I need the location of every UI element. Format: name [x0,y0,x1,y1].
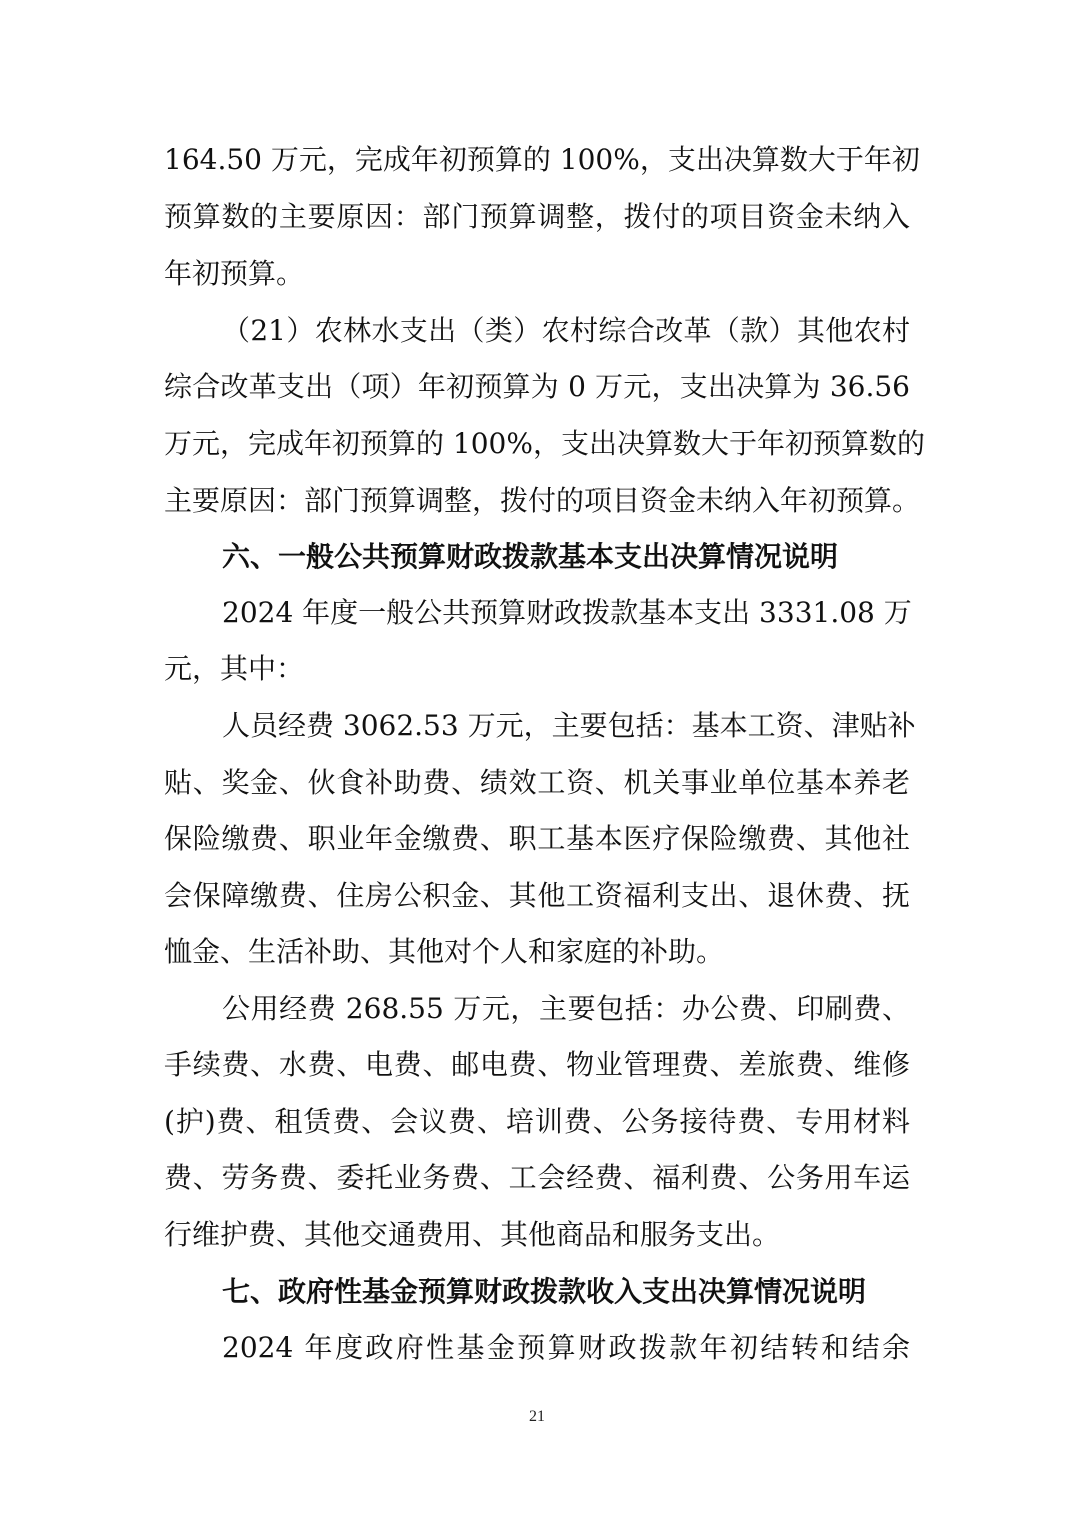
p6-line-1: 2024 年度政府性基金预算财政拨款年初结转和结余 [222,1331,910,1364]
p5-line-4: 费、劳务费、委托业务费、工会经费、福利费、公务用车运 [164,1161,910,1194]
p1-line-1: 164.50 万元，完成年初预算的 100%，支出决算数大于年初 [164,143,920,176]
p4-line-4: 会保障缴费、住房公积金、其他工资福利支出、退休费、抚 [164,879,910,912]
p2-line-3: 万元，完成年初预算的 100%，支出决算数大于年初预算数的 [164,427,925,460]
section-6-heading: 六、一般公共预算财政拨款基本支出决算情况说明 [222,540,839,573]
p2-line-2: 综合改革支出（项）年初预算为 0 万元，支出决算为 36.56 [164,370,910,403]
p5-line-2: 手续费、水费、电费、邮电费、物业管理费、差旅费、维修 [164,1048,910,1081]
p4-line-1: 人员经费 3062.53 万元，主要包括：基本工资、津贴补 [222,709,916,742]
p1-line-2: 预算数的主要原因：部门预算调整，拨付的项目资金未纳入 [164,200,910,233]
p3-line-1: 2024 年度一般公共预算财政拨款基本支出 3331.08 万 [222,596,912,629]
p5-line-3: (护)费、租赁费、会议费、培训费、公务接待费、专用材料 [164,1105,910,1138]
section-7-heading: 七、政府性基金预算财政拨款收入支出决算情况说明 [222,1275,867,1308]
p4-line-3: 保险缴费、职业年金缴费、职工基本医疗保险缴费、其他社 [164,822,910,855]
p2-line-4: 主要原因：部门预算调整，拨付的项目资金未纳入年初预算。 [164,484,921,517]
p4-line-2: 贴、奖金、伙食补助费、绩效工资、机关事业单位基本养老 [164,766,910,799]
p5-line-5: 行维护费、其他交通费用、其他商品和服务支出。 [164,1218,781,1251]
p2-line-1: （21）农林水支出（类）农村综合改革（款）其他农村 [222,314,910,347]
p4-line-5: 恤金、生活补助、其他对个人和家庭的补助。 [164,935,725,968]
page-number: 21 [529,1408,545,1425]
p1-line-3: 年初预算。 [164,257,305,290]
p5-line-1: 公用经费 268.55 万元，主要包括：办公费、印刷费、 [222,992,910,1025]
p3-line-2: 元，其中： [164,652,305,685]
